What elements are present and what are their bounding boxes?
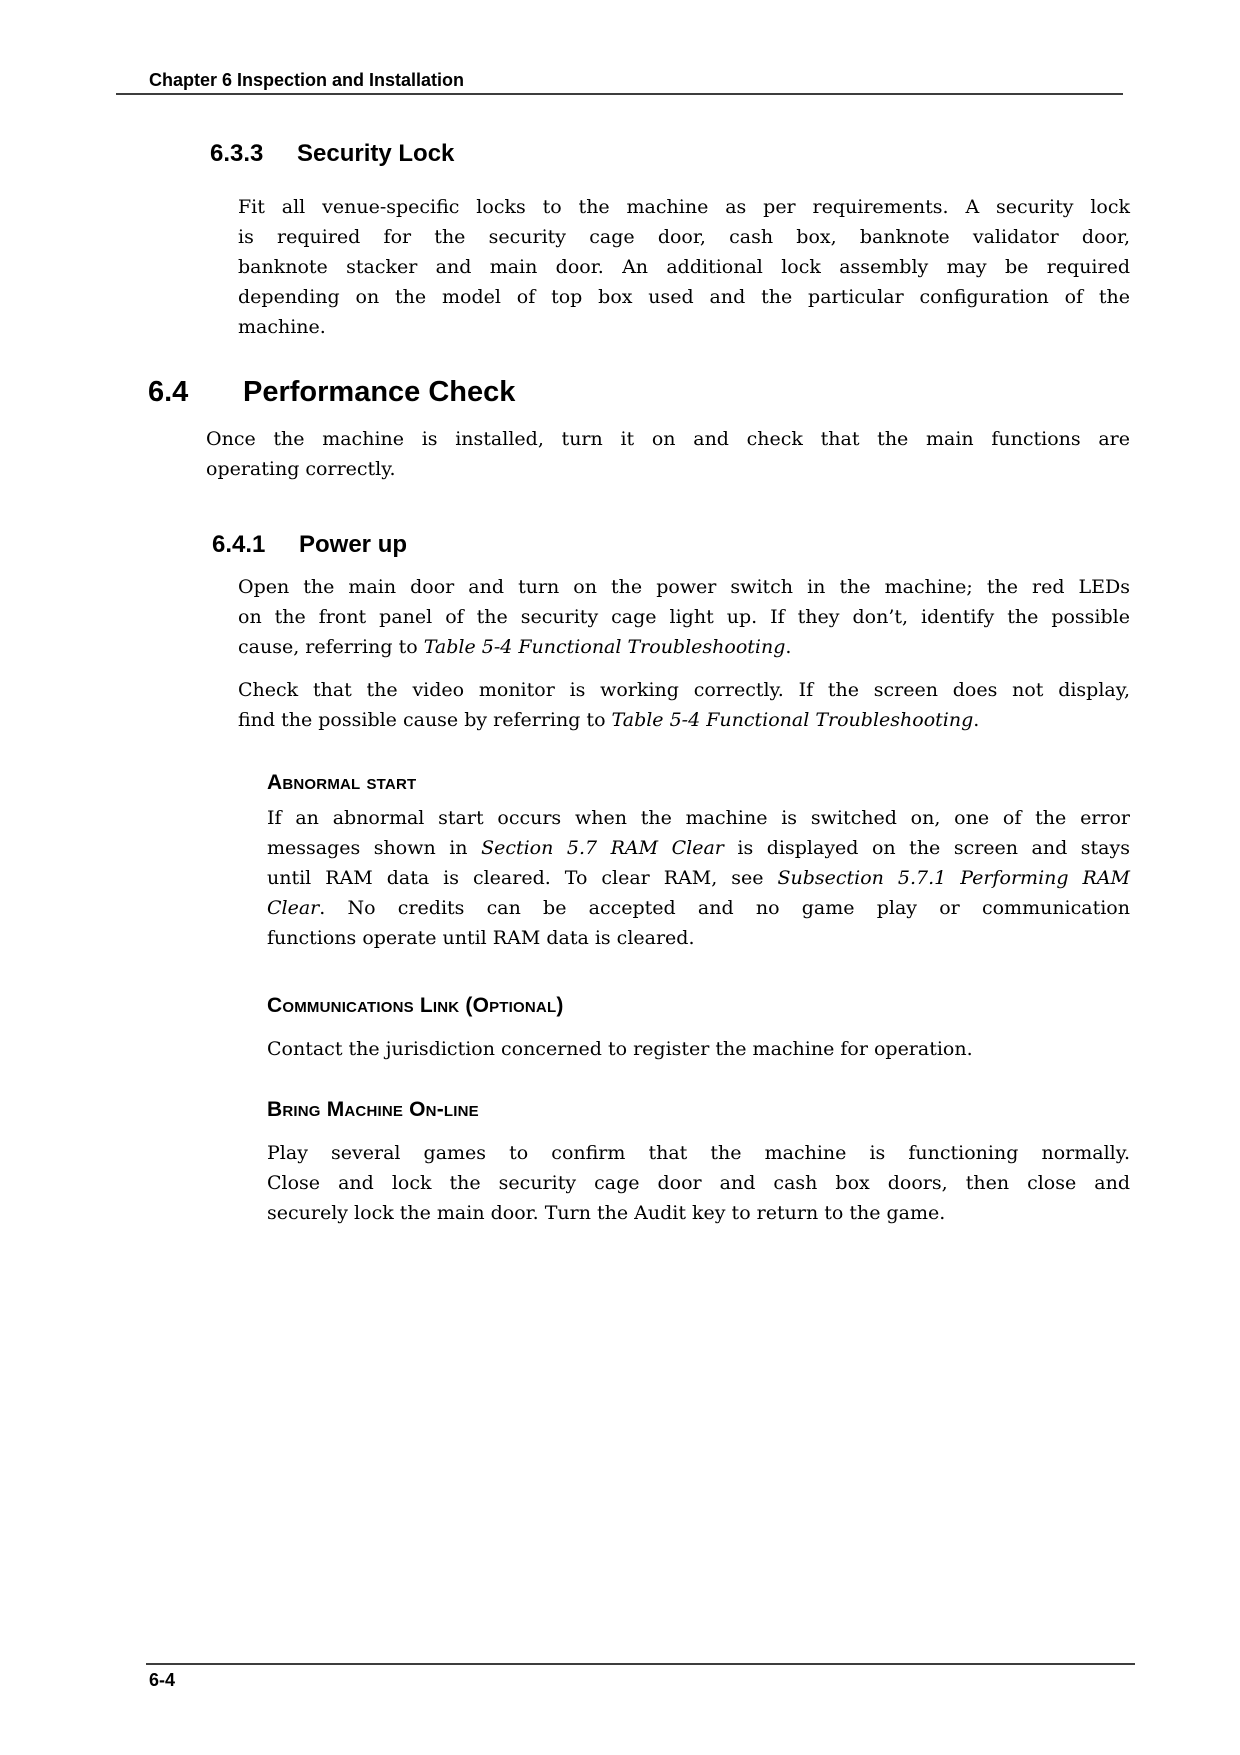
italic-text-run: Section 5.7 RAM Clear [481,837,724,859]
text-run: Contact the jurisdiction concerned to register the machine for operation. [267,1038,973,1060]
text-line [267,1168,1130,1198]
text-run: operating correctly. [206,458,396,480]
text-run: . No credits can be accepted and no game play or communication [319,897,1130,919]
text-run: Close and lock the security cage door and cash box doors, then close and [267,1172,1130,1194]
section-number: 6.4.1 [212,531,266,558]
text-run: messages shown in [267,837,482,859]
h-abnormal-start: Abnormal start [267,771,417,794]
text-run: . [785,636,792,658]
text-line [238,192,1130,222]
text-run: on the front panel of the security cage light up. If they don’t, identify the possible [238,606,1130,628]
text-line [238,282,1130,312]
text-run: is required for the security cage door, cash box, banknote validator door, [238,226,1130,248]
text-run: machine. [238,316,326,338]
text-run: cause, referring to [238,636,424,658]
p-communications-link [267,1034,1130,1064]
italic-text-run: Clear [267,897,320,919]
text-run: Play several games to confirm that the machine is functioning normally. [267,1142,1130,1164]
text-run: banknote stacker and main door. An additional lock assembly may be required [238,256,1130,278]
h-communications-link: Communications Link (Optional) [267,994,564,1017]
text-run: securely lock the main door. Turn the Audit key to return to the game. [267,1202,946,1224]
text-line [267,1138,1130,1168]
text-line [238,632,1130,662]
section-title: Security Lock [297,140,455,167]
section-title: Power up [299,531,408,558]
text-line [206,454,1130,484]
sec-6-3-3 [210,140,454,168]
text-line [238,572,1130,602]
header-rule [116,93,1123,95]
text-line [267,1034,1130,1064]
h-bring-machine-online: Bring Machine On-line [267,1098,479,1121]
running-header: Chapter 6 Inspection and Installation [149,70,465,90]
p-performance-check [206,424,1130,484]
text-run: until RAM data is cleared. To clear RAM, see [267,867,778,889]
text-run: is displayed on the screen and stays [723,837,1130,859]
italic-text-run: Table 5-4 Functional Troubleshooting [423,636,786,658]
text-line [206,424,1130,454]
footer-rule [146,1663,1135,1665]
text-run: Check that the video monitor is working correctly. If the screen does not display, [238,679,1130,701]
p-bring-machine-online [267,1138,1130,1228]
text-line [267,863,1130,893]
section-number: 6.4 [148,376,189,408]
section-title: Performance Check [243,376,516,408]
text-run: depending on the model of top box used and the particular configuration of the [238,286,1130,308]
p-power-up-1 [238,572,1130,662]
italic-text-run: Table 5-4 Functional Troubleshooting [611,709,974,731]
text-line [238,602,1130,632]
text-line [238,675,1130,705]
text-run: Open the main door and turn on the power switch in the machine; the red LEDs [238,576,1130,598]
p-security-lock [238,192,1130,342]
sec-6-4 [148,376,515,409]
section-number: 6.3.3 [210,140,264,167]
text-line [267,893,1130,923]
text-run: If an abnormal start occurs when the machine is switched on, one of the error [267,807,1130,829]
text-line [238,312,1130,342]
text-line [267,923,1130,953]
text-run: Fit all venue-specific locks to the machine as per requirements. A security lock [238,196,1130,218]
text-run: Once the machine is installed, turn it on and check that the main functions are [206,428,1130,450]
p-power-up-2 [238,675,1130,735]
text-line [238,705,1130,735]
text-line [238,222,1130,252]
sec-6-4-1 [212,531,407,559]
p-abnormal-start [267,803,1130,953]
italic-text-run: Subsection 5.7.1 Performing RAM [777,867,1131,889]
text-run: functions operate until RAM data is cleared. [267,927,695,949]
text-line [267,833,1130,863]
text-line [238,252,1130,282]
text-line [267,1198,1130,1228]
page-number: 6-4 [149,1670,176,1690]
text-run: . [973,709,980,731]
text-run: find the possible cause by referring to [238,709,612,731]
text-line [267,803,1130,833]
